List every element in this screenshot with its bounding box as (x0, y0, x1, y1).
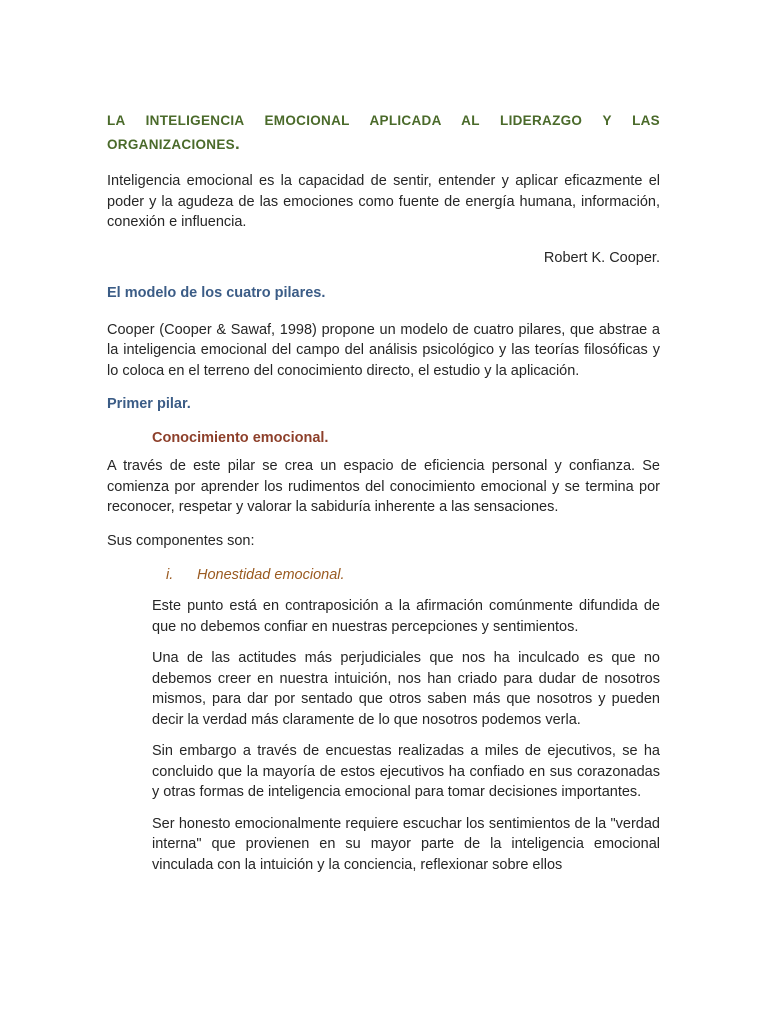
list-item-body (107, 596, 660, 875)
quote-attribution: Robert K. Cooper. (543, 249, 660, 266)
item-paragraph: Ser honesto emocionalmente requiere escuchar los sentimientos de la "verdad interna" que provienen en su mayor parte de la inteligencia emocional vinculada con la intuición y la conciencia, reflexionar sobre ellos (152, 815, 660, 873)
title-line-1: LA INTELIGENCIA EMOCIONAL APLICADA AL LIDERAZGO Y LAS (107, 113, 660, 128)
pillar-paragraph: A través de este pilar se crea un espacio de eficiencia personal y confianza. Se comienza por aprender los rudimentos del conocimiento emocional y se termina por reconocer, respetar y valorar la sabiduría inherente a las sensaciones. (107, 458, 660, 515)
title-period: . (234, 134, 240, 153)
item-paragraph: Este punto está en contraposición a la afirmación comúnmente difundida de que no debemos confiar en nuestras percepciones y sentimientos. (152, 598, 660, 635)
section-heading: El modelo de los cuatro pilares. (107, 284, 326, 301)
intro-quote: Inteligencia emocional es la capacidad de sentir, entender y aplicar eficazmente el poder y la agudeza de las emociones como fuente de energía humana, información, conexión e influencia. (107, 173, 660, 230)
list-item-label: Honestidad emocional. (197, 567, 345, 583)
document-title (107, 109, 660, 156)
item-paragraph: Sin embargo a través de encuestas realizadas a miles de ejecutivos, se ha concluido que la mayoría de estos ejecutivos ha confiado en sus corazonadas y otras formas de inteligencia emocional para tomar decisiones importantes. (152, 743, 660, 800)
components-intro: Sus componentes son: (107, 532, 255, 549)
item-paragraph: Una de las actitudes más perjudiciales que nos ha inculcado es que no debemos creer en nuestra intuición, nos han criado para dudar de nosotros mismos, para dar por sentado que otros saben más que nosotros y pueden decir la verdad más claramente de lo que nosotros podemos verla. (152, 650, 660, 728)
pillar-subheading: Conocimiento emocional. (152, 430, 329, 446)
section-paragraph: Cooper (Cooper & Sawaf, 1998) propone un modelo de cuatro pilares, que abstrae a la inteligencia emocional del campo del análisis psicológico y las teorías filosóficas y lo coloca en el terreno del conocimiento directo, el estudio y la aplicación. (107, 321, 660, 379)
list-item-number: i. (166, 567, 174, 583)
document-page (107, 109, 660, 875)
title-line-2: ORGANIZACIONES (107, 137, 235, 152)
pillar-heading: Primer pilar. (107, 396, 191, 412)
list-item-honestidad (107, 565, 660, 585)
